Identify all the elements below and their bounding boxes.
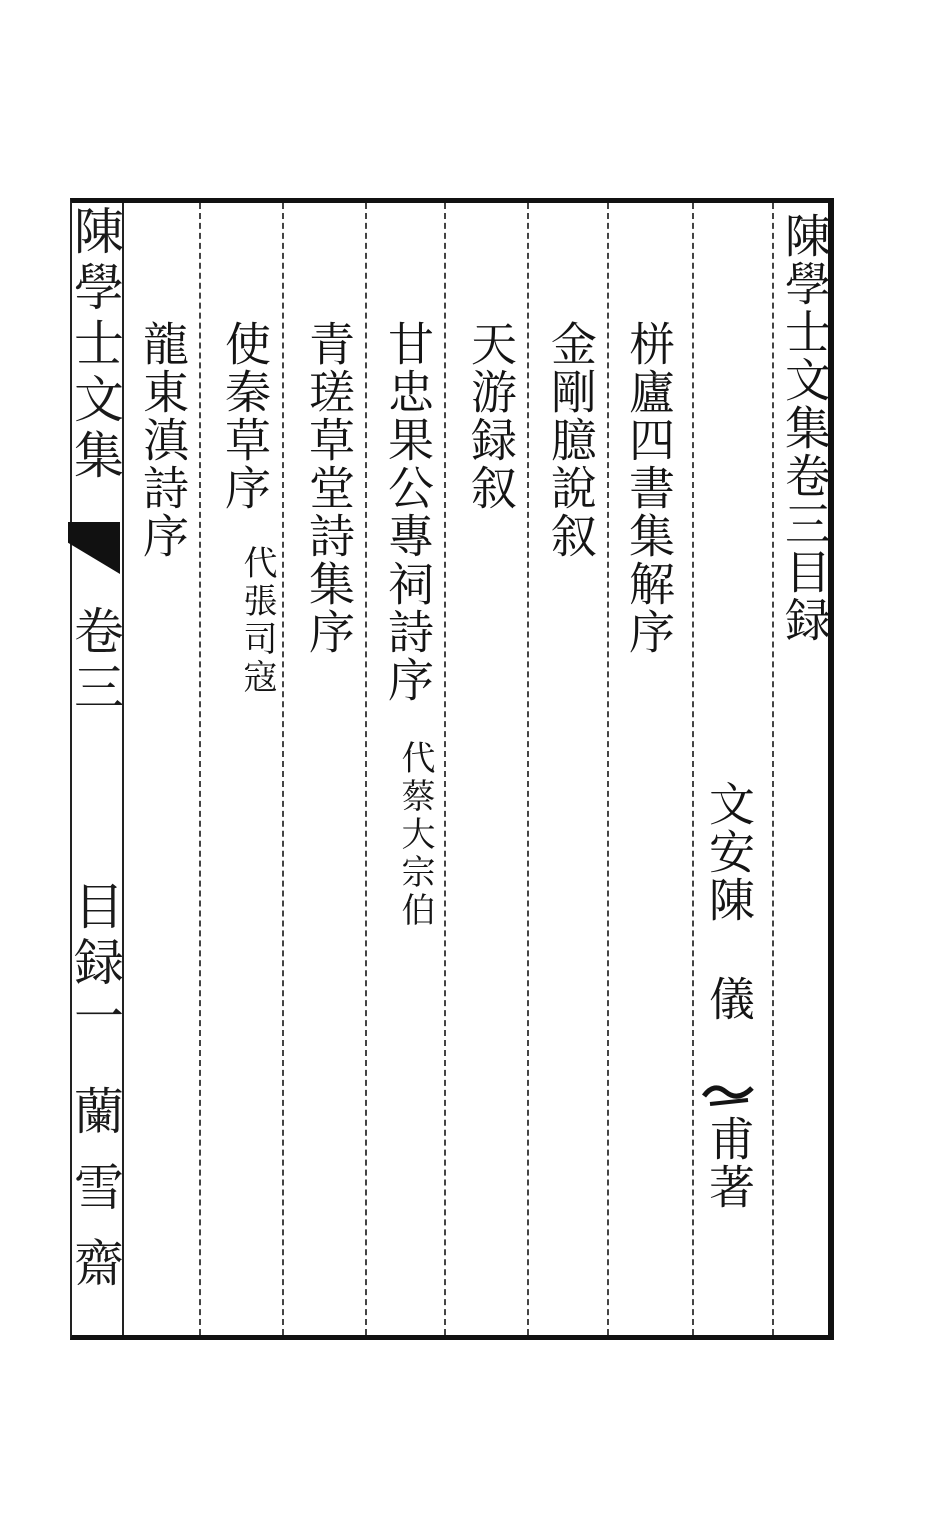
toc-entry-note: 代張司寇	[237, 545, 277, 697]
toc-entry: 甘忠果公專祠詩序	[381, 320, 435, 704]
toc-entry: 金剛臆說叙	[544, 320, 598, 560]
column-rule	[444, 203, 446, 1335]
spine-title: 陳學士文集	[66, 205, 124, 485]
spine-page-number: 一	[66, 990, 124, 1046]
column-rule	[365, 203, 367, 1335]
author-prefix: 文安陳	[702, 780, 756, 924]
toc-entry-note: 代蔡大宗伯	[395, 740, 435, 930]
toc-entry: 天游録叙	[464, 320, 518, 512]
inked-character	[700, 1078, 758, 1108]
spine-studio: 蘭雪齋	[66, 1085, 124, 1313]
author-name: 儀	[702, 975, 756, 1023]
toc-entry: 栟廬四書集解序	[622, 320, 676, 656]
toc-entry: 龍東滇詩序	[136, 320, 190, 560]
column-rule	[527, 203, 529, 1335]
column-rule	[692, 203, 694, 1335]
author-style-name: 甫著	[702, 1115, 756, 1211]
spine-section: 目録	[66, 880, 124, 992]
toc-entry: 使秦草序	[218, 320, 272, 512]
column-rule	[772, 203, 774, 1335]
column-rule	[282, 203, 284, 1335]
column-rule	[607, 203, 609, 1335]
column-rule	[199, 203, 201, 1335]
toc-entry: 青瑳草堂詩集序	[302, 320, 356, 656]
spine-volume: 卷三	[66, 605, 124, 717]
page-title: 陳學士文集卷三目録	[778, 212, 832, 644]
